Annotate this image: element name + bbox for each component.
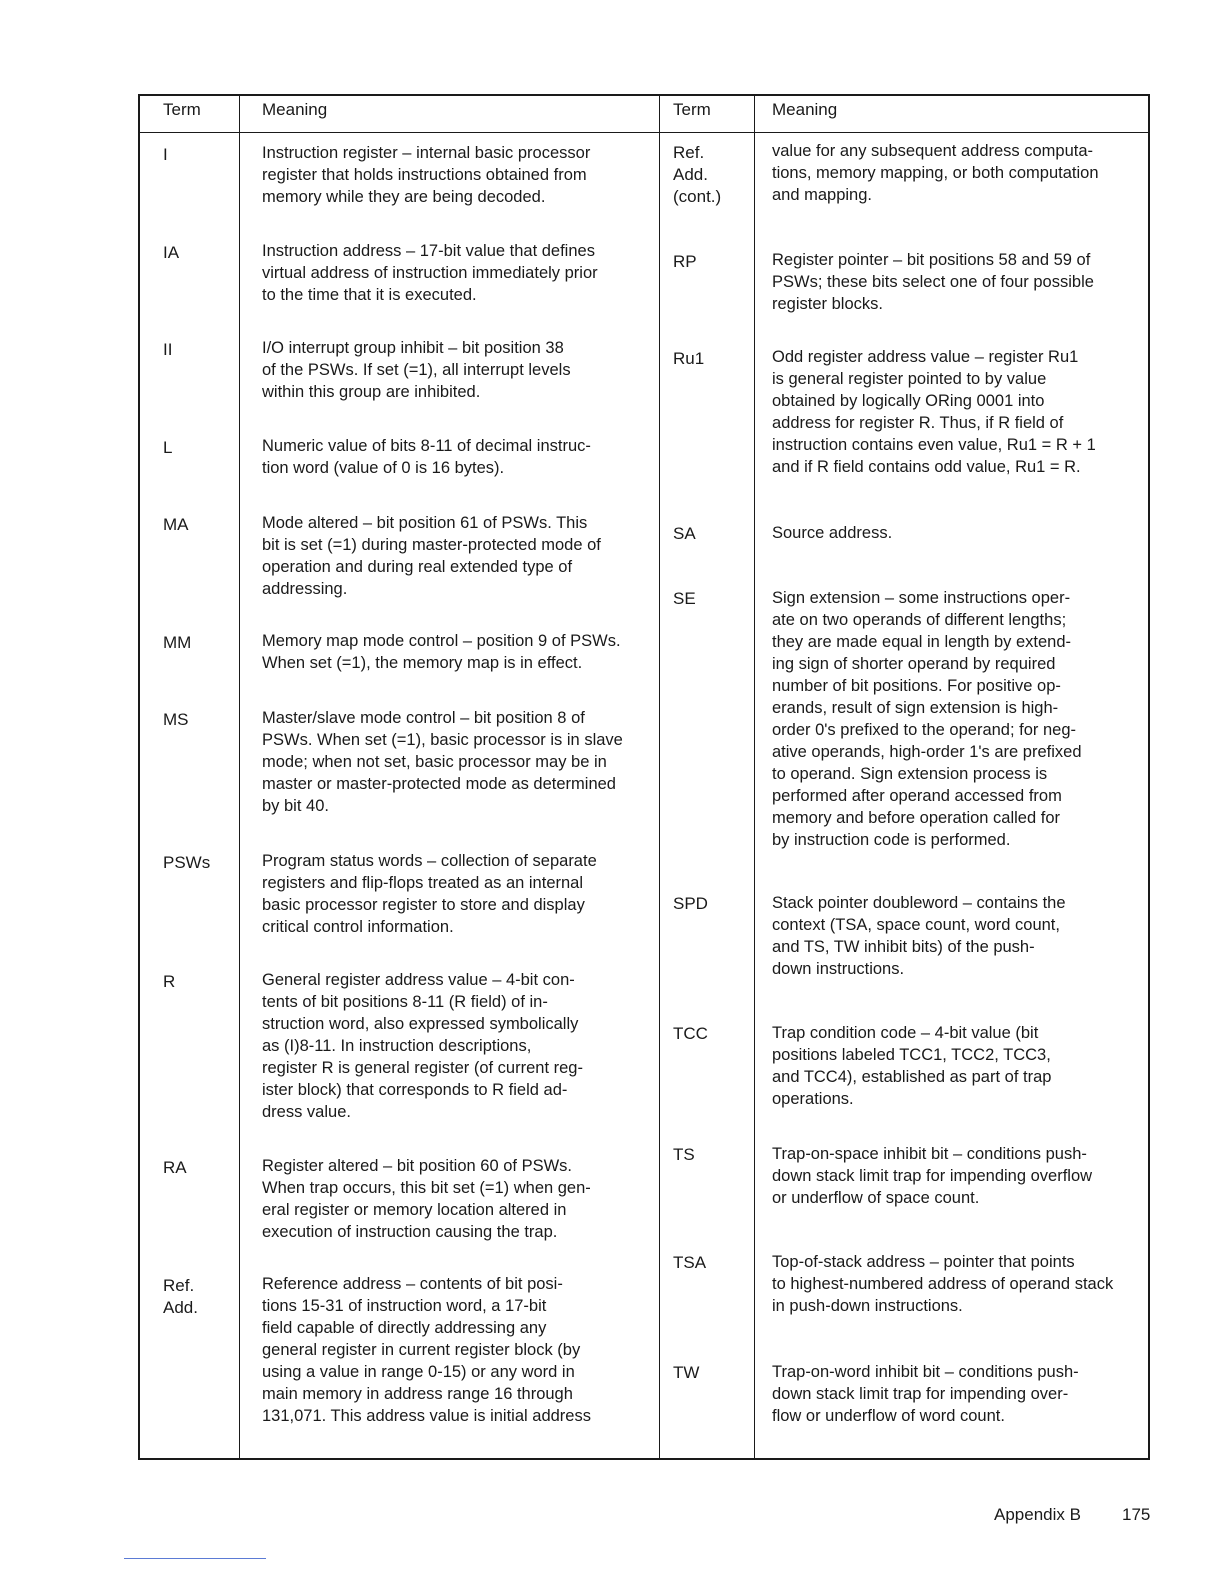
header-term-left: Term — [163, 100, 201, 119]
meaning-left: I/O interrupt group inhibit – bit position 38 of the PSWs. If set (=1), all interrupt levels within this group are inhibited. — [262, 339, 571, 401]
header-term-right: Term — [673, 100, 711, 119]
term-left: MM — [163, 633, 192, 652]
term-left: I — [163, 145, 168, 164]
term-right: TW — [673, 1363, 700, 1382]
meaning-right: Trap-on-word inhibit bit – conditions push- down stack limit trap for impending over- flow or underflow of word count. — [772, 1363, 1079, 1425]
meaning-right: Source address. — [772, 524, 893, 542]
term-left: II — [163, 340, 173, 359]
page-number: 175 — [1122, 1505, 1151, 1524]
term-right: TSA — [673, 1253, 707, 1272]
meaning-right: Trap-on-space inhibit bit – conditions push- down stack limit trap for impending overflow or underflow of space count. — [772, 1145, 1093, 1207]
header-meaning-right: Meaning — [772, 100, 838, 119]
column-divider — [659, 94, 660, 1460]
term-right: Ru1 — [673, 349, 705, 368]
meaning-left: Memory map mode control – position 9 of PSWs. When set (=1), the memory map is in effect. — [262, 632, 621, 672]
meaning-left: Mode altered – bit position 61 of PSWs. This bit is set (=1) during master-protected mode of operation and during real extended type of addressing. — [262, 514, 601, 598]
term-left: PSWs — [163, 853, 211, 872]
column-divider — [754, 94, 755, 1460]
meaning-left: Reference address – contents of bit posi- tions 15-31 of instruction word, a 17-bit field capable of directly addressing any general register in current register block (by using a value in range 0-15) or any word in main memory in address range 16 through 131,071. This address value is initial address — [262, 1275, 591, 1425]
term-left: MA — [163, 515, 189, 534]
meaning-left: Program status words – collection of separate registers and flip-flops treated as an internal basic processor register to store and display critical control information. — [262, 852, 597, 936]
term-left: IA — [163, 243, 180, 262]
meaning-left: Master/slave mode control – bit position 8 of PSWs. When set (=1), basic processor is in slave mode; when not set, basic processor may be in master or master-protected mode as determined by bit 40. — [262, 709, 623, 815]
meaning-right: Sign extension – some instructions oper- ate on two operands of different lengths; they are made equal in length by extend- ing sign of shorter operand by required number of bit positions. For positive op- erands, result of sign extension is high- order 0's prefixed to the operand; for neg- ative operands, high-order 1's are prefixed to operand. Sign extension process is performed after operand accessed from memory and before operation called for by instruction code is performed. — [772, 589, 1082, 849]
term-right: SE — [673, 589, 696, 608]
meaning-left: Register altered – bit position 60 of PSWs. When trap occurs, this bit set (=1) when gen- eral register or memory location altered in execution of instruction causing the trap. — [262, 1157, 591, 1241]
header-meaning-left: Meaning — [262, 100, 328, 119]
meaning-left: Instruction address – 17-bit value that defines virtual address of instruction immediately prior to the time that it is executed. — [262, 242, 598, 304]
term-right: SPD — [673, 894, 708, 913]
term-right: TS — [673, 1145, 695, 1164]
bottom-rule — [124, 1558, 266, 1559]
meaning-left: Numeric value of bits 8-11 of decimal instruc- tion word (value of 0 is 16 bytes). — [262, 437, 591, 477]
term-right: RP — [673, 252, 697, 271]
meaning-right: Top-of-stack address – pointer that points to highest-numbered address of operand stack in push-down instructions. — [772, 1253, 1114, 1315]
term-right: TCC — [673, 1024, 708, 1043]
meaning-right: Stack pointer doubleword – contains the context (TSA, space count, word count, and TS, TW inhibit bits) of the push- down instructions. — [772, 894, 1066, 978]
term-right: Ref. Add. (cont.) — [673, 143, 722, 206]
term-left: MS — [163, 710, 189, 729]
meaning-right: value for any subsequent address computa- tions, memory mapping, or both computation and mapping. — [772, 142, 1099, 204]
header-divider — [138, 132, 1150, 133]
meaning-left: General register address value – 4-bit con- tents of bit positions 8-11 (R field) of in- struction word, also expressed symbolically as (I)8-11. In instruction descriptions, register R is general register (of current reg- ister block) that corresponds to R field ad- dress value. — [262, 971, 583, 1121]
term-left: RA — [163, 1158, 187, 1177]
term-left: Ref. Add. — [163, 1276, 198, 1317]
meaning-left: Instruction register – internal basic processor register that holds instructions obtained from memory while they are being decoded. — [262, 144, 591, 206]
term-left: L — [163, 438, 173, 457]
meaning-right: Odd register address value – register Ru1 is general register pointed to by value obtained by logically ORing 0001 into address for register R. Thus, if R field of instruction contains even value, Ru1 = R + 1 and if R field contains odd value, Ru1 = R. — [772, 348, 1096, 476]
column-divider — [239, 94, 240, 1460]
footer-section: Appendix B — [994, 1505, 1081, 1524]
meaning-right: Register pointer – bit positions 58 and 59 of PSWs; these bits select one of four possible register blocks. — [772, 251, 1094, 313]
meaning-right: Trap condition code – 4-bit value (bit positions labeled TCC1, TCC2, TCC3, and TCC4), established as part of trap operations. — [772, 1024, 1052, 1108]
term-left: R — [163, 972, 176, 991]
term-right: SA — [673, 524, 696, 543]
